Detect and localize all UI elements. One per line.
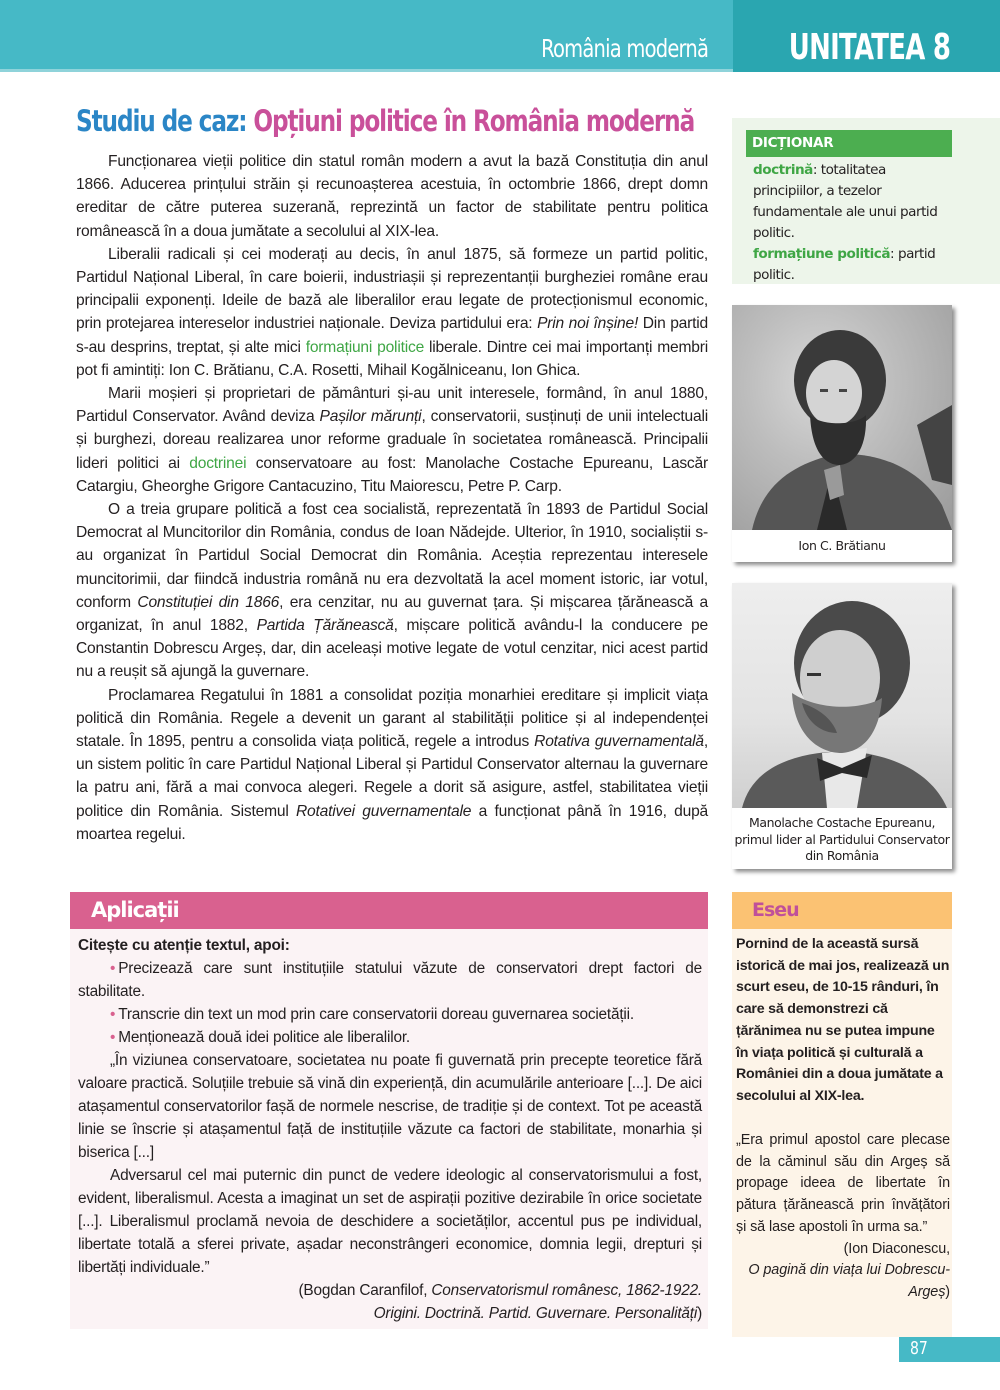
main-article xyxy=(76,150,708,846)
bullet-icon: • xyxy=(110,960,116,977)
essay-task: Pornind de la această sursă istorică de mai jos, realizează un scurt eseu, de 10-15 rânduri, în care să demonstrezi că țărănimea nu se putea impune în viața politică și culturală a României din a doua jumătate a secolului al XIX-lea. xyxy=(736,936,950,1104)
unit-label-box xyxy=(733,0,1000,72)
liberal-motto: Prin noi înșine! xyxy=(537,315,639,333)
title-main: Opțiuni politice în România modernă xyxy=(253,104,695,138)
page-header xyxy=(0,0,1000,72)
photo-caption: Manolache Costache Epureanu, primul lider al Partidului Conservator din România xyxy=(734,815,950,863)
page-title xyxy=(76,104,694,138)
glossary-link-formatiuni[interactable]: formațiuni politice xyxy=(305,338,425,356)
bullet-icon: • xyxy=(110,1029,116,1046)
paragraph-liberals: Liberalii radicali și cei moderați au decis, în anul 1875, să formeze un partid politic, Partidul Național Liberal, în care boierii, industriașii și reprezentanții burgheziei române erau principalii exponenți. Ideile de bază ale liberalilor erau legate de protecționismul economic, prin protejarea intereselor industriei naționale. Deviza partidului era: Prin noi înșine! Din partid s-au desprins, treptat, și alte mici formațiuni politice liberale. Dintre cei mai importanți membri pot fi amintiți: Ion C. Brătianu, C.A. Rosetti, Mihail Kogălniceanu, Ion Ghica. xyxy=(76,245,709,379)
applications-body xyxy=(78,934,702,1325)
unit-label: UNITATEA 8 xyxy=(788,27,950,68)
paragraph-socialists: O a treia grupare politică a fost cea socialistă, reprezentată în 1893 de Partidul Social Democrat al Muncitorilor din România, condus de Ioan Nădejde. Ulterior, în 1910, socialiștii s-au organizat în Partidul Social Democrat din România. Aceștia reprezentau interesele muncitorimii, dar fiindcă industria română nu era dezvoltată la acel moment istoric, iar votul, conform Constituției din 1866, era cenzitar, nu au guvernat țara. Și mișcarea țărănească a organizat, în anul 1882, Partida Țărănească, mișcare politică avându-l la conducere pe Constantin Dobrescu Argeș, dar, din aceleași motive legate de votul cenzitar, nici acest partid nu a reușit să ajungă la guvernare. xyxy=(76,501,708,681)
photo-caption: Ion C. Brătianu xyxy=(798,538,886,553)
glossary-link-doctrina[interactable]: doctrinei xyxy=(189,454,247,472)
task-item: • Transcrie din text un mod prin care conservatorii doreau guvernarea societății. xyxy=(110,1006,634,1023)
paragraph-kingdom: Proclamarea Regatului în 1881 a consolidat poziția monarhiei ereditare și implicit viața politică din România. Regele a devenit un garant al stabilității politice și al independenței statale. În 1895, pentru a consolida viața politică, regele a introdus Rotativa guvernamentală, un sistem politic în care Partidul Național Liberal și Partidul Conservator alternau la guvernare la patru ani, fără a mai convoca alegeri. Regele a dorit să asigure, astfel, stabilitatea vieții politice din România. Sistemul Rotativei guvernamentale a funcționat până în 1916, după moartea regelui. xyxy=(76,686,709,843)
source-quote xyxy=(78,1049,702,1279)
page-number-box xyxy=(899,1337,1000,1362)
applications-intro: Citește cu atenție textul, apoi: xyxy=(78,937,290,954)
dictionary-entry: doctrină: totalitatea principiilor, a tezelor fundamentale ale unui partid politic. xyxy=(753,162,938,241)
dictionary-box xyxy=(732,118,1000,284)
task-item: • Menționează două idei politice ale liberalilor. xyxy=(110,1029,410,1046)
paragraph-constitution: Funcționarea vieții politice din statul român modern a avut la bază Constituția din anul 1866. Aducerea prințului străin și recunoașterea acestuia, în octombrie 1866, drept domn ereditar de către puterea suzerană, reprezintă un factor de stabilitate pentru politica românească în a doua jumătate a secolului al XIX-lea. xyxy=(76,153,708,240)
bullet-icon: • xyxy=(110,1006,116,1023)
conservative-motto: Pașilor mărunți xyxy=(319,408,422,426)
portrait-bratianu xyxy=(732,305,952,562)
quote-source: (Bogdan Caranfilof, Conservatorismul românesc, 1862-1922. Origini. Doctrină. Partid. Guvernare. Personalități) xyxy=(298,1282,702,1322)
dictionary-heading: DICȚIONAR xyxy=(746,130,952,157)
essay-box xyxy=(732,892,952,1337)
portrait-image xyxy=(732,305,952,530)
portrait-bratianu-illustration xyxy=(732,305,952,530)
paragraph-conservatives: Marii moșieri și proprietari de pământuri și-au unit interesele, formând, în anul 1880, Partidul Conservator. Având deviza Pașilor mărunți, conservatorii, susținuți de unii intelectuali și burghezi, doreau realizarea unor reforme graduale în societatea românească. Principalii lideri politici ai doctrinei conservatoare au fost: Manolache Costache Epureanu, Lascăr Catargiu, Gheorghe Grigore Cantacuzino, Titu Maiorescu, Petre P. Carp. xyxy=(76,385,708,495)
essay-heading: Eseu xyxy=(732,892,952,929)
dictionary-entry: formațiune politică: partid politic. xyxy=(753,246,936,283)
page-number: 87 xyxy=(910,1338,928,1359)
quote-paragraph: Adversarul cel mai puternic din punct de vedere ideologic al conservatorismului a fost, evident, liberalismul. Acesta a imaginat un set de aspirații pozitive dezirabile în orice societate [...]. Liberalismul proclamă nevoia de deschidere a societăților, accentul pus pe individual, libertate totală a sferei private, așadar neconstrângeri economice, domnia legii, drepturi și libertăți individuale.” xyxy=(78,1167,702,1276)
section-title: România modernă xyxy=(540,34,708,63)
quote-paragraph: „În viziunea conservatoare, societatea nu poate fi guvernată prin precepte teoretice fără valoare practică. Soluțiile trebuie să vină din experiență, din acumulările anterioare [...]. De aici atașamentul conservatorilor fașă de normele nescrise, de tradiție și de context. Tot pe această linie se înscrie și atașamentul față de instituțiile văzute ca factori de stabilitate, monarhia și biserica [...] xyxy=(78,1052,702,1161)
title-prefix: Studiu de caz: xyxy=(76,104,254,138)
applications-heading: Aplicații xyxy=(70,892,708,929)
portrait-epureanu-illustration xyxy=(732,583,952,808)
applications-box xyxy=(70,892,708,1329)
portrait-image xyxy=(732,583,952,808)
portrait-epureanu xyxy=(732,583,952,869)
essay-quote: „Era primul apostol care plecase de la căminul său din Argeș să propage ideea de libertate în pătura țărănească prin învățători și să lase apostoli în urma sa.” (Ion Diaconescu, O pagină din viața lui Dobrescu-Argeș) xyxy=(736,1130,950,1304)
task-item: • Precizează care sunt instituțiile statului văzute de conservatori drept factori de stabilitate. xyxy=(78,960,702,1000)
dictionary-entries xyxy=(753,160,959,286)
essay-source: (Ion Diaconescu, O pagină din viața lui Dobrescu-Argeș) xyxy=(748,1240,950,1300)
